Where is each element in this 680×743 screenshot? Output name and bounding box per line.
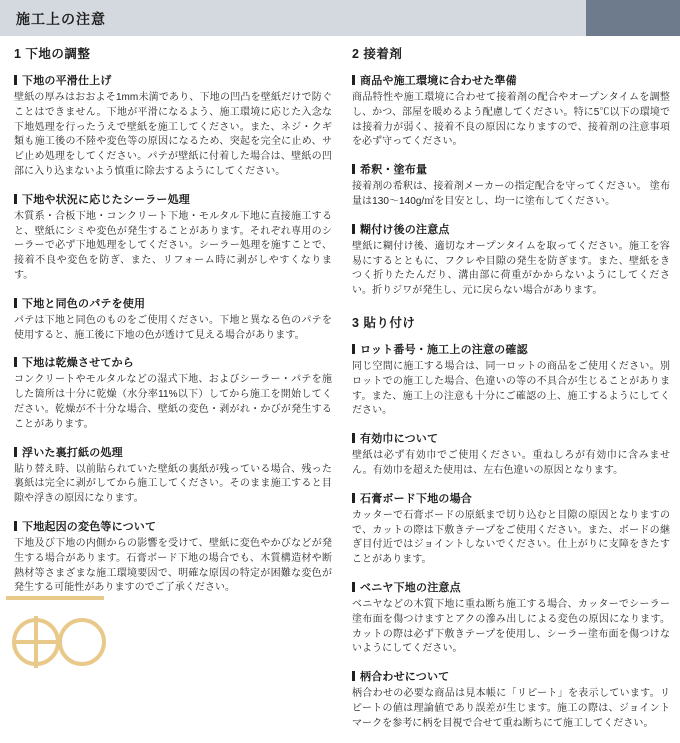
block-right-7: [352, 579, 670, 657]
page-title: 施工上の注意: [16, 11, 106, 27]
block-heading: [14, 72, 332, 88]
block-body: 商品特性や施工環境に合わせて接着剤の配合やオープンタイムを調整し、かつ、部屋を暖めるよう配慮してください。特に5℃以下の環境では接着力が弱く、接着不良の原因になりますので、接着剤の注意事項を必ず守ってください。: [352, 92, 670, 148]
bullet-bar-icon: [14, 521, 17, 531]
block-body: 同じ空間に施工する場合は、同一ロットの商品をご使用ください。別ロットでの施工した場合、色違いの等の不具合が生じることがあります。また、施工上の注意も十分にご確認の上、施工するようにしてください。: [352, 360, 670, 417]
block-body: 壁紙の厚みはおおよそ1mm未満であり、下地の凹凸を壁紙だけで防ぐことはできません。下地が平滑になるよう、施工環境に応じた入念な下地処理を行ったうえで壁紙を施工してください。また、ネジ・クギ類も施工後の不陸や変色等の原因になるため、突起を完全に止め、サビ止め処理をしてください。パテが壁紙に付着した場合は、壁紙の凹部に入り込まないよう慎重に除去するようにしてください。: [14, 92, 332, 177]
block-right-6: [352, 490, 670, 568]
bullet-bar-icon: [14, 298, 17, 308]
block-heading: [352, 221, 670, 237]
bullet-bar-icon: [14, 357, 17, 367]
block-body: コンクリートやモルタルなどの湿式下地、およびシーラー・パテを施した箇所は十分に乾燥（水分率11%以下）してから施工を開始してください。乾燥が不十分な場合、壁紙の変色・剥がれ・かびが発生することがあります。: [14, 374, 332, 430]
section-title-3: 3 貼り付け: [352, 315, 416, 330]
block-body: 貼り替え時、以前貼られていた壁紙の裏紙が残っている場合、残った裏紙は完全に剥がしてから施工してください。そのまま施工すると目隙や浮きの原因になります。: [14, 463, 332, 505]
block-heading: [352, 341, 670, 357]
block-left-5: [14, 444, 332, 507]
block-body: 接着剤の希釈は、接着剤メーカーの指定配合を守ってください。 塗布量は130〜140g/㎡を目安とし、均一に塗布してください。: [352, 181, 670, 207]
block-body: 下地及び下地の内側からの影響を受けて、壁紙に変色やかびなどが発生する場合があります。石膏ボード下地の場合でも、木質構造材や断熱材等さまざまな施工環境要因で、明確な原因の特定が困難な変色が発生する可能性がありますのでご了承ください。: [14, 537, 332, 594]
block-heading-text: 下地と同色のパテを使用: [22, 297, 146, 310]
block-heading: [352, 161, 670, 177]
block-right-1: [352, 72, 670, 150]
section-title-2: 2 接着剤: [352, 47, 403, 61]
bullet-bar-icon: [352, 493, 355, 503]
bullet-bar-icon: [14, 75, 17, 85]
block-heading-text: 下地は乾燥させてから: [22, 357, 134, 370]
block-heading-text: ベニヤ下地の注意点: [360, 581, 461, 594]
block-heading: [352, 668, 670, 684]
block-left-4: [14, 354, 332, 432]
block-heading-text: 商品や施工環境に合わせた準備: [360, 75, 517, 87]
block-right-5: [352, 430, 670, 479]
block-body: 壁紙に糊付け後、適切なオープンタイムを取ってください。施工を容易にするとともに、フクレや目隙の発生を防ぎます。また、壁紙をきつく折りたたんだり、溝由部に荷重がかからないようにしてください。折りジワが発生し、元に戻らない場合があります。: [352, 240, 670, 297]
block-left-6: [14, 518, 332, 596]
bullet-bar-icon: [352, 164, 355, 174]
block-heading: [352, 430, 670, 446]
block-left-3: [14, 295, 332, 344]
block-heading-text: 糊付け後の注意点: [360, 223, 450, 236]
block-heading: [14, 191, 332, 207]
bullet-bar-icon: [14, 447, 17, 457]
block-heading-text: 下地の平滑仕上げ: [22, 75, 112, 87]
left-column: [14, 44, 332, 607]
bullet-bar-icon: [352, 582, 355, 592]
block-heading: [14, 444, 332, 460]
block-heading-text: 浮いた裏打紙の処理: [22, 446, 123, 459]
bullet-bar-icon: [14, 194, 17, 204]
block-heading-text: 希釈・塗布量: [360, 164, 428, 177]
section-title-1: 1 下地の調整: [14, 47, 91, 61]
block-body: パテは下地と同色のものをご使用ください。下地と異なる色のパテを使用すると、施工後に下地の色が透けて見える場合があります。: [14, 314, 332, 341]
block-right-4: [352, 341, 670, 419]
block-body: 壁紙は必ず有効巾でご使用ください。重ねしろが有効巾に含みません。有効巾を超えた使用は、左右色違いの原因となります。: [352, 450, 670, 476]
block-heading-text: 下地や状況に応じたシーラー処理: [22, 193, 190, 206]
block-left-2: [14, 191, 332, 284]
block-heading-text: ロット番号・施工上の注意の確認: [360, 343, 528, 356]
block-heading: [352, 72, 670, 88]
bullet-bar-icon: [352, 224, 355, 234]
block-right-2: [352, 161, 670, 210]
block-left-1: [14, 72, 332, 180]
block-heading: [14, 354, 332, 370]
bullet-bar-icon: [352, 344, 355, 354]
block-right-3: [352, 221, 670, 299]
block-heading: [14, 295, 332, 311]
document-header: [0, 0, 680, 36]
right-column: [352, 44, 670, 743]
block-heading: [352, 579, 670, 595]
block-heading-text: 石膏ボード下地の場合: [360, 492, 472, 505]
block-heading-text: 柄合わせについて: [360, 671, 450, 684]
block-body: ベニヤなどの木質下地に重ね断ち施工する場合、カッターでシーラー塗布面を傷つけますとアクの滲み出しによる変色の原因になります。カットの際は必ず下敷きテープを使用し、シーラー塗布面を傷つけないようにしてください。: [352, 598, 670, 655]
block-body: 木質系・合板下地・コンクリート下地・モルタル下地に直接施工すると、壁紙にシミや変色が発生することがあります。それぞれ専用のシーラーで必ず下地処理をしてください。シーラー処理を施すことで、接着不良や変色を防ぎ、また、リフォーム時に剥がしやすくなります。: [14, 210, 332, 281]
block-right-8: [352, 668, 670, 731]
block-heading-text: 下地起因の変色等について: [22, 520, 157, 533]
block-body: カッターで石膏ボードの原紙まで切り込むと目隙の原因となりますので、カットの際は下敷きテープをご使用ください。また、ボードの継ぎ目付近ではジョイントしないでください。仕上がりに支障をきたすことがあります。: [352, 509, 670, 566]
bullet-bar-icon: [352, 75, 355, 85]
block-heading: [14, 518, 332, 534]
block-body: 柄合わせの必要な商品は見本帳に「リピート」を表示しています。リピートの値は理論値であり誤差が生じます。施工の際は、ジョイントマークを参考に柄を目視で合せて重ね断ちにて施工してください。: [352, 688, 670, 729]
bullet-bar-icon: [352, 433, 355, 443]
block-heading-text: 有効巾について: [360, 433, 439, 446]
block-heading: [352, 490, 670, 506]
header-band-dark: [586, 0, 680, 36]
